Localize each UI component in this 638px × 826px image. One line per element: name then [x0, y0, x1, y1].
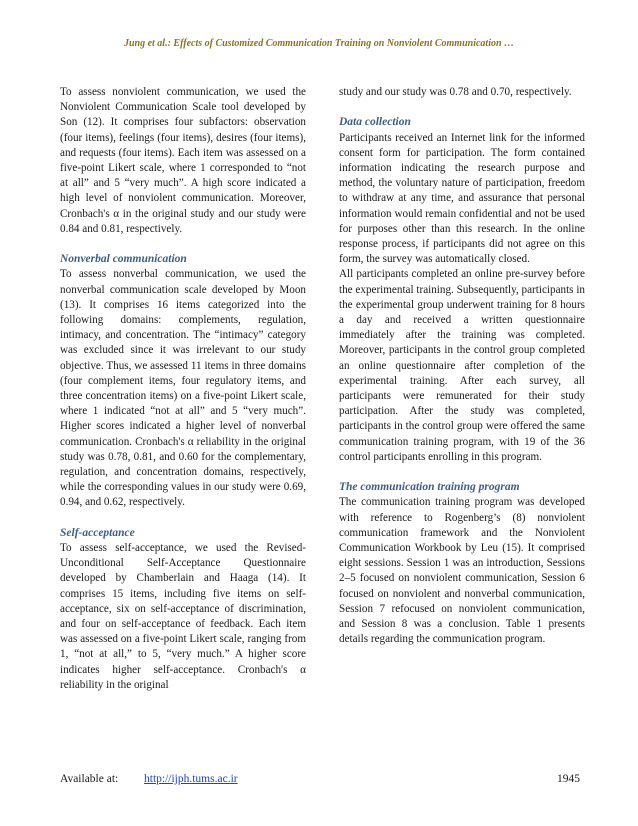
paragraph-training-program: The communication training program was developed with reference to Rogenberg’s (8) nonviolent communication framework and the Nonviolent Communication Workbook by Leu (15). It comprised eight sessions. Session 1 was an introduction, Sessions 2–5 focused on nonviolent communication, Session 6 focused on nonviolent and nonverbal communication, Session 7 refocused on nonviolent communication, and Session 8 was a conclusion. Table 1 presents details regarding the communication program.	[339, 496, 585, 646]
paragraph-nonverbal-scale: To assess nonverbal communication, we used the nonverbal communication scale developed by Moon (13). It comprises 16 items categorized into the following domains: complements, regulation, intimacy, and concentration. The “intimacy” category was excluded since it was irrelevant to our study objective. Thus, we assessed 11 items in three domains (four complement items, four regulatory items, and three concentration items) on a five-point Likert scale, where 1 indicated “not at all” and 5 “very much”. Higher scores indicated a higher level of nonverbal communication. Cronbach's α reliability in the original study was 0.78, 0.81, and 0.60 for the complementary, regulation, and concentration domains, respectively, while the corresponding values in our study were 0.69, 0.94, and 0.62, respectively.	[60, 268, 306, 509]
heading-training-program: The communication training program	[339, 481, 520, 494]
running-head: Jung et al.: Effects of Customized Communication Training on Nonviolent Communication …	[123, 38, 515, 49]
page-number: 1945	[557, 773, 580, 785]
right-column	[339, 85, 585, 647]
left-column	[60, 85, 306, 693]
heading-data-collection: Data collection	[339, 116, 411, 129]
paragraph-consent: Participants received an Internet link for the informed consent form for participation. The form contained information indicating the research purpose and method, the voluntary nature of participation, freedom to withdraw at any time, and assurance that personal information would remain confidential and not be used for purposes other than this research. In the online response process, if participants did not agree on this form, the survey was automatically closed.	[339, 131, 585, 266]
heading-self-acceptance: Self-acceptance	[60, 526, 135, 539]
journal-link[interactable]: http://ijph.tums.ac.ir	[144, 773, 238, 785]
paragraph-procedure: All participants completed an online pre-survey before the experimental training. Subsequently, participants in the experimental group underwent training for 8 hours a day and received a written questionnaire immediately after the training was completed. Moreover, participants in the control group completed an online questionnaire after completion of the experimental training. After each survey, all participants were remunerated for their study participation. After the study was completed, participants in the control group were offered the same communication training program, with 19 of the 36 control participants enrolling in this program.	[339, 268, 585, 463]
heading-nonverbal-communication: Nonverbal communication	[60, 253, 187, 266]
paragraph-nvc-scale: To assess nonviolent communication, we used the Nonviolent Communication Scale tool developed by Son (12). It comprises four subfactors: observation (four items), feelings (four items), desires (four items), and requests (four items). Each item was assessed on a five-point Likert scale, where 1 corresponded to “not at all” and 5 “very much”. A high score indicated a high level of nonviolent communication. Moreover, Cronbach's α in the original study and our study were 0.84 and 0.81, respectively.	[60, 86, 306, 235]
footer-available-label: Available at:	[60, 773, 119, 785]
paragraph-self-acceptance: To assess self-acceptance, we used the Revised-Unconditional Self-Acceptance Questionnaire developed by Chamberlain and Haaga (14). It comprises 15 items, including five items on self-acceptance, six on self-acceptance of discrimination, and four on self-acceptance of feedback. Each item was assessed on a five-point Likert scale, ranging from 1, “not at all,” to 5, “very much.” A higher score indicates higher self-acceptance. Cronbach's α reliability in the original	[60, 542, 306, 691]
paragraph-reliability-continued: study and our study was 0.78 and 0.70, respectively.	[339, 86, 572, 98]
